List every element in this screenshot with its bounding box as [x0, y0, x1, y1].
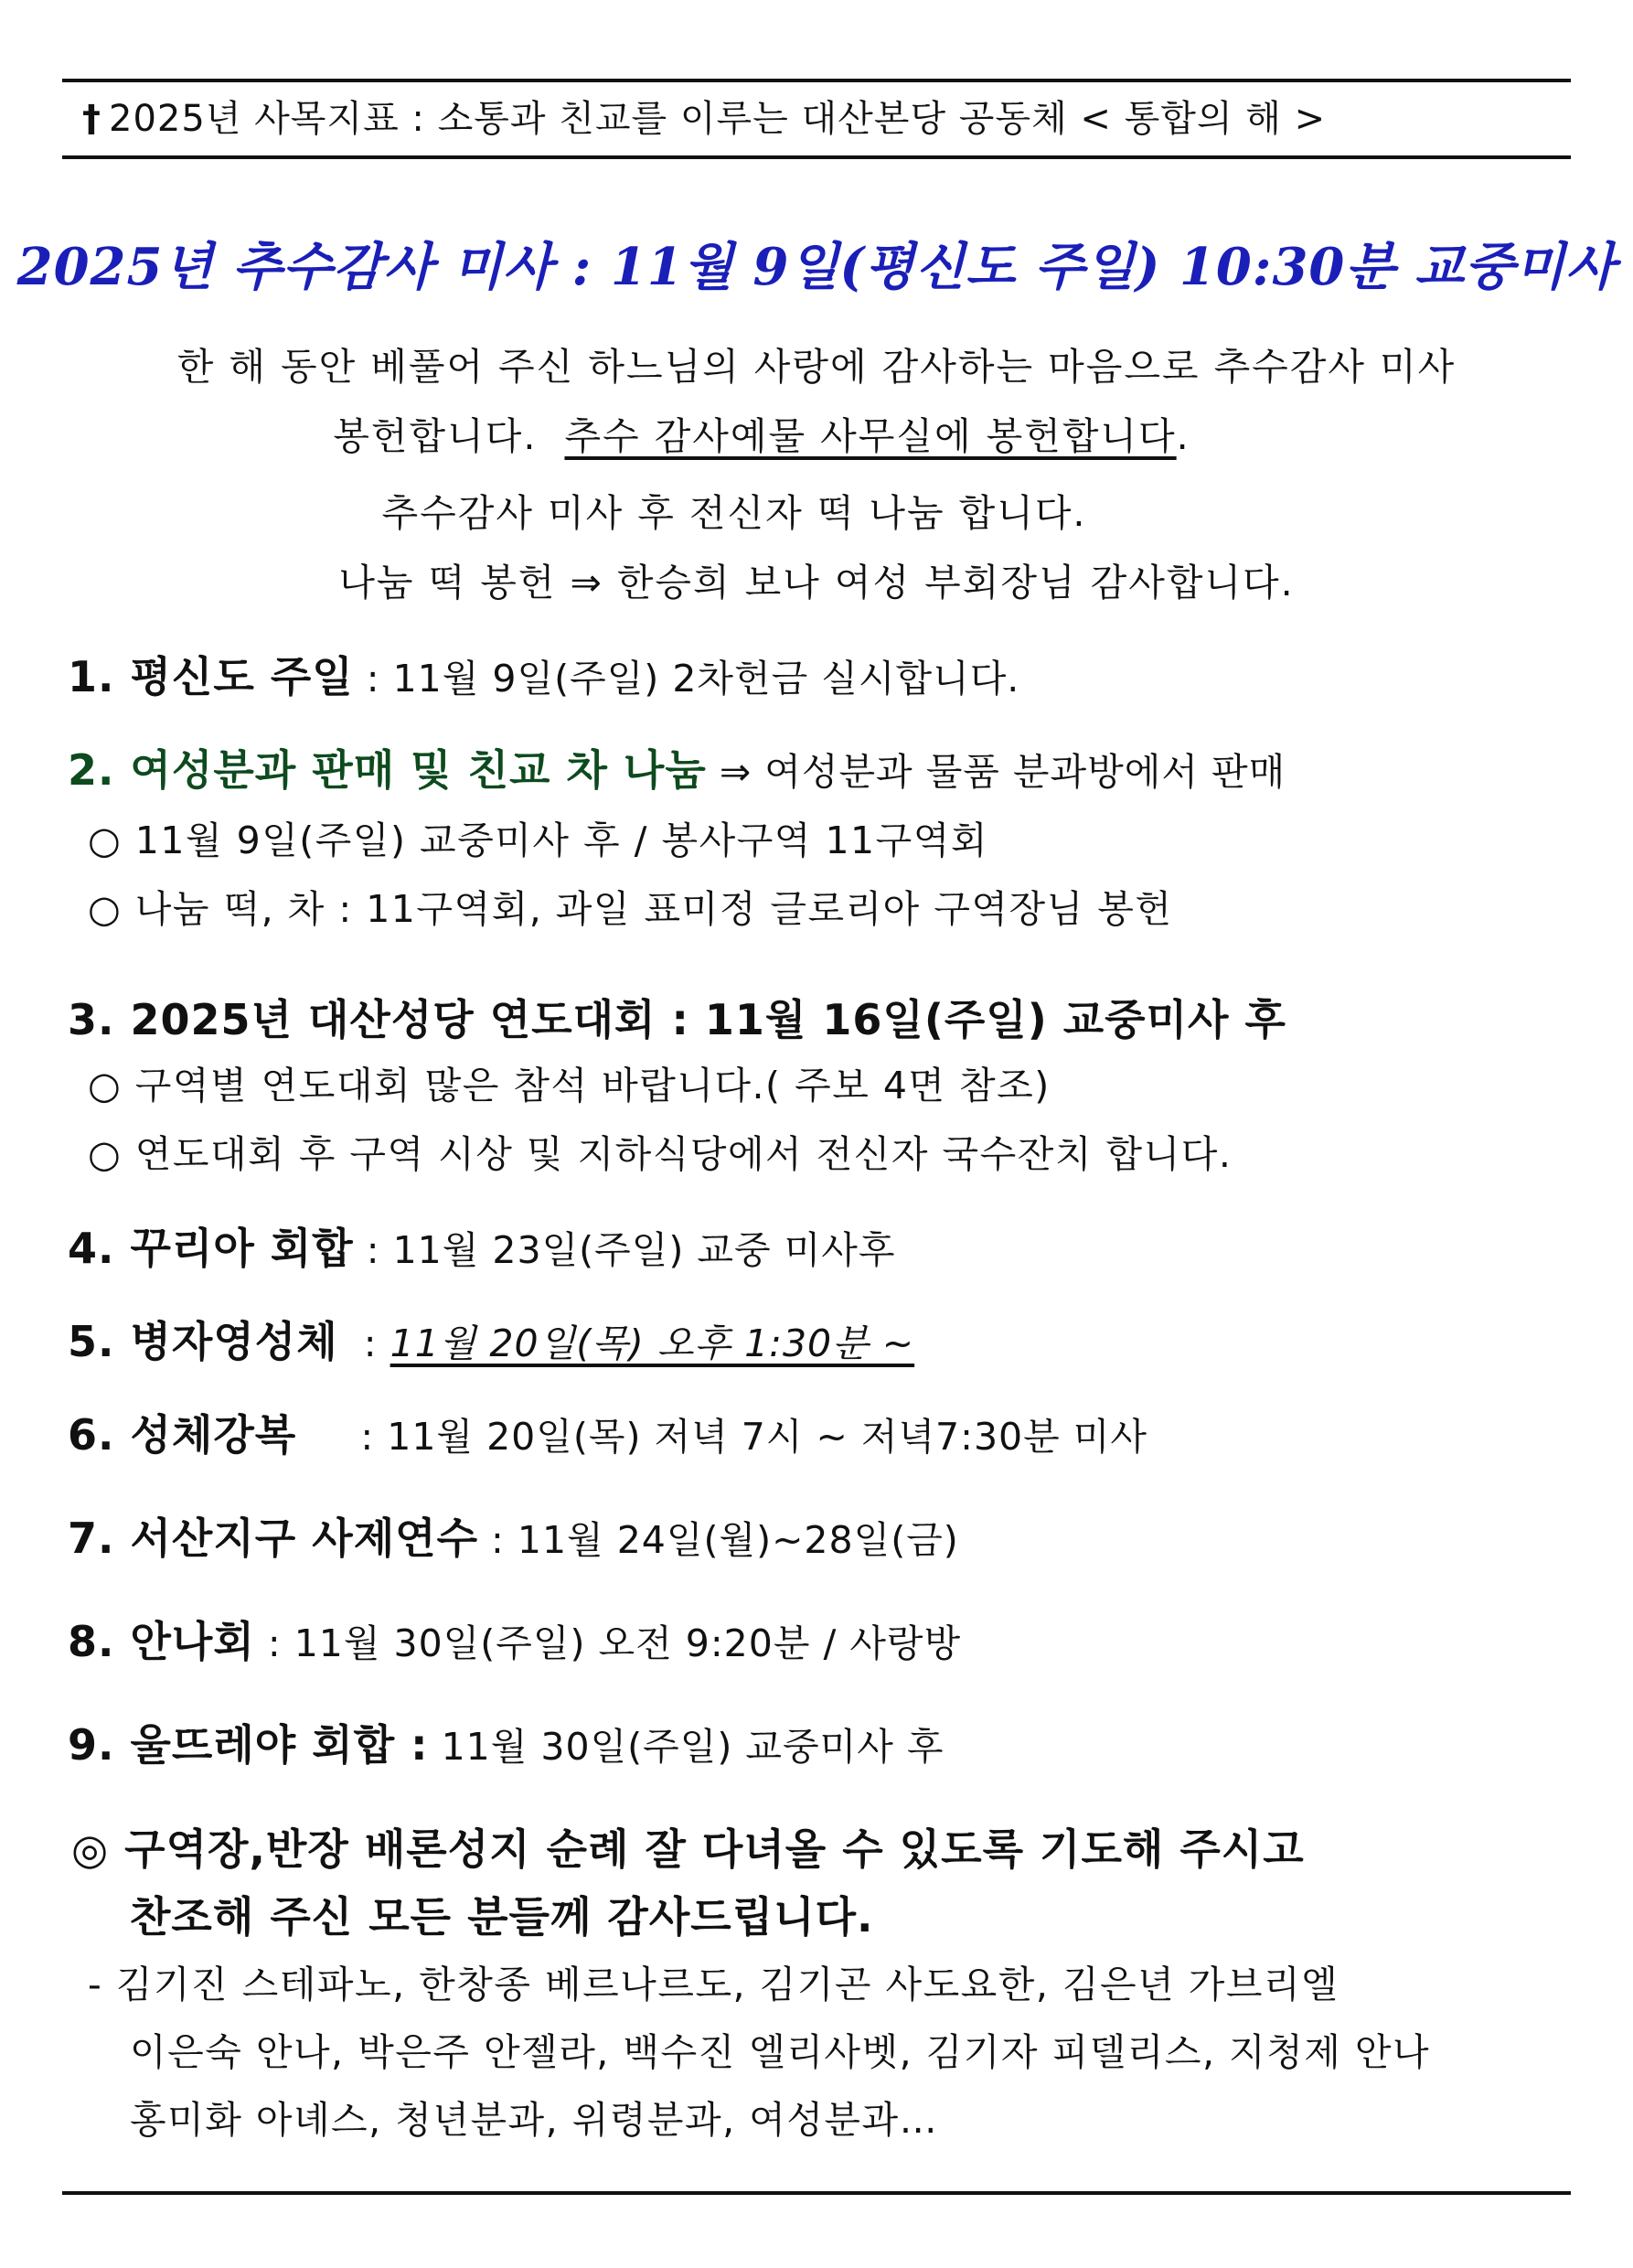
donor-names-2: 이은숙 안나, 박은주 안젤라, 백수진 엘리사벳, 김기자 피델리스, 지청제 안나: [130, 2030, 1431, 2074]
intro-line-2-c: .: [1176, 414, 1190, 458]
item-8: [68, 1614, 961, 1671]
item-8-title: 8. 안나회: [68, 1617, 255, 1666]
item-6-text: 11월 20일(목) 저녁 7시 ~ 저녁7:30분 미사: [387, 1415, 1147, 1459]
item-7: [68, 1511, 959, 1567]
cross-icon: †: [82, 98, 101, 140]
item-2-sub-1: ○ 11월 9일(주일) 교중미사 후 / 봉사구역 11구역회: [88, 818, 988, 862]
item-7-title: 7. 서산지구 사제연수: [68, 1514, 478, 1563]
item-1-text: 11월 9일(주일) 2차헌금 실시합니다.: [392, 657, 1020, 701]
item-4: [68, 1221, 895, 1278]
top-rule: [62, 79, 1571, 82]
item-3: [68, 992, 1286, 1049]
item-2-text: 여성분과 물품 분과방에서 판매: [764, 750, 1286, 794]
item-2-sep: ⇒: [706, 750, 765, 794]
intro-line-2: [0, 410, 1578, 463]
item-1-sep: :: [353, 657, 393, 701]
thanks-line-1: ◎ 구역장,반장 배론성지 순례 잘 다녀올 수 있도록 기도해 주시고: [71, 1824, 1305, 1874]
item-4-text: 11월 23일(주일) 교중 미사후: [392, 1228, 896, 1272]
donor-names-3: 홍미화 아녜스, 청년분과, 위령분과, 여성분과…: [130, 2098, 939, 2142]
item-2: [68, 743, 1286, 799]
item-7-sep: :: [478, 1518, 518, 1562]
item-5: [68, 1314, 914, 1371]
item-3-sub-2: ○ 연도대회 후 구역 시상 및 지하식당에서 전신자 국수잔치 합니다.: [88, 1132, 1233, 1176]
item-6-sep: :: [296, 1415, 388, 1459]
item-9-text: 11월 30일(주일) 교중미사 후: [441, 1725, 945, 1769]
item-1-title: 1. 평신도 주일: [68, 652, 354, 701]
item-5-title: 5. 병자영성체: [68, 1317, 338, 1366]
item-3-title: 3. 2025년 대산성당 연도대회 : 11월 16일(주일) 교중미사 후: [68, 995, 1286, 1044]
item-8-sep: :: [254, 1621, 294, 1665]
motto-text: 2025년 사목지표 : 소통과 친교를 이루는 대산본당 공동체 < 통합의 해 >: [109, 98, 1327, 140]
thanks-line-2: 찬조해 주신 모든 분들께 감사드립니다.: [130, 1892, 874, 1942]
item-9-title: 9. 울뜨레야 회합 :: [68, 1720, 429, 1770]
intro-line-3: 추수감사 미사 후 전신자 떡 나눔 합니다.: [381, 491, 1087, 535]
item-5-sep: :: [337, 1321, 390, 1365]
item-6: [68, 1407, 1147, 1464]
intro-line-4: 나눔 떡 봉헌 ⇒ 한승희 보나 여성 부회장님 감사합니다.: [338, 561, 1295, 604]
item-8-text: 11월 30일(주일) 오전 9:20분 / 사랑방: [294, 1621, 962, 1665]
item-4-title: 4. 꾸리아 회합: [68, 1224, 354, 1273]
item-7-text: 11월 24일(월)~28일(금): [517, 1518, 959, 1562]
item-5-text: 11월 20일(목) 오후 1:30분 ~: [390, 1321, 915, 1365]
donor-names-1: - 김기진 스테파노, 한창종 베르나르도, 김기곤 사도요한, 김은년 가브리엘: [88, 1963, 1339, 2006]
pastoral-motto: [82, 91, 1326, 146]
item-4-sep: :: [353, 1228, 393, 1272]
item-3-sub-1: ○ 구역별 연도대회 많은 참석 바랍니다.( 주보 4면 참조): [88, 1064, 1051, 1107]
item-2-sub-2: ○ 나눔 떡, 차 : 11구역회, 과일 표미정 글로리아 구역장님 봉헌: [88, 887, 1173, 931]
bottom-rule: [62, 2191, 1571, 2195]
intro-line-2-a: 봉헌합니다.: [333, 414, 538, 458]
item-2-title: 2. 여성분과 판매 및 친교 차 나눔: [68, 745, 707, 795]
page-title: 2025년 추수감사 미사 : 11월 9일(평신도 주일) 10:30분 교중미사: [16, 237, 1617, 297]
motto-rule: [62, 155, 1571, 159]
intro-line-1: 한 해 동안 베풀어 주신 하느님의 사랑에 감사하는 마음으로 추수감사 미사: [176, 345, 1457, 389]
item-9: [68, 1717, 944, 1774]
item-6-title: 6. 성체강복: [68, 1410, 297, 1460]
item-9-sep: [429, 1725, 442, 1769]
item-1: [68, 649, 1019, 706]
intro-line-2-underlined: 추수 감사예물 사무실에 봉헌합니다: [564, 414, 1177, 458]
